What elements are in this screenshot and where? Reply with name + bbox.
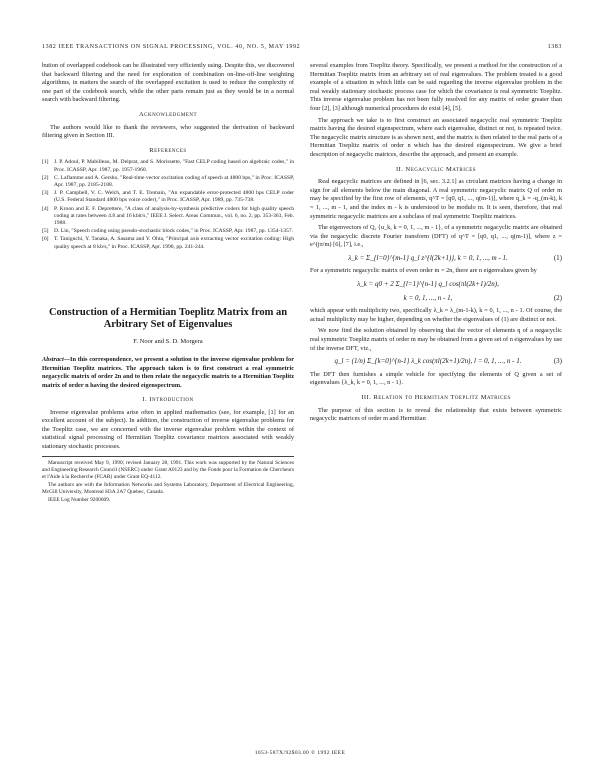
reference-item: [5] D. Lin, "Speech coding using pseudo-stochastic block codes," in Proc. ICASSP, Apr. 1987, pp. 1354-1357. xyxy=(42,228,294,235)
negacyclic-para-2: The eigenvectors of Q, {u_k, k = 0, 1, ..., m - 1}, of a symmetric negacyclic matrix are obtained via the negacyclic discrete Fourier transform (DFT) of q^T = [q0, q1, ..., q(m-1)], where z = e^(jπ/m) [6], [7], i.e., xyxy=(310,224,562,249)
footnote-manuscript: Manuscript received May 9, 1990; revised January 28, 1991. This work was supported by the Natural Sciences and Engineering Research Council (NSERC) under Grant A0123 and by the Fonds pour la Formation de Chercheurs et l'Aide à la Recherche (FCAR) under Grant EQ-4112. xyxy=(42,459,294,480)
equation-2-tag: (2) xyxy=(553,293,562,302)
references-heading: References xyxy=(149,146,187,154)
negacyclic-para-1: Real negacyclic matrices are defined in [6, sec. 3.2.1] as circulant matrices having a change in sign for all elements below the main diagonal. A real symmetric negacyclic matrix Q of order m may be specified by the first row of elements, q^T = [q0, q1, ..., q(m-1)], where q_k = -q_(m-k), k = 1, ..., m - 1, and the index m - k is understood to be modulo m. It is seen, therefore, that real symmetric negacyclic matrices are a subclass of real symmetric Toeplitz matrices. xyxy=(310,178,562,220)
negacyclic-para-5: We now find the solution obtained by observing that the vector of elements q of a negacyclic real symmetric Toeplitz matrix of order m may be obtained from a given set of n eigenvalues by use of the inverse DFT, viz., xyxy=(310,327,562,352)
introduction-text: Inverse eigenvalue problems arise often in applied mathematics (see, for example, [1] for an excellent account of the subject). In addition, the construction of inverse eigenvalue problems for the Toeplitz case, we are concerned with the inverse eigenvalue problem within the context of statistical signal processing of Hermitian Toeplitz covariance matrices associated with weakly stationary stochastic processes. xyxy=(42,408,294,450)
reference-list xyxy=(42,159,294,250)
equation-3-body: q_l = (1/n) Σ_{k=0}^{n-1} λ_k cos(πl(2k+1)/2n), l = 0, 1, ..., n - 1. xyxy=(334,357,522,366)
reference-item: [6] T. Taniguchi, Y. Tanaka, A. Sasama and Y. Ohta, "Principal axis extracting vector excitation coding: High quality speech at 8 kb/s," in Proc. ICASSP, Apr. 1990, pp. 241-244. xyxy=(42,236,294,250)
right-column xyxy=(310,62,562,427)
section-relation-heading: III. Relation to Hermitian Toeplitz Matrices xyxy=(361,394,511,401)
equation-2-range-body: k = 0, 1, ..., n - 1, xyxy=(403,293,453,302)
paper-authors: F. Noor and S. D. Morgera xyxy=(133,337,203,345)
abstract-text: In this correspondence, we present a solution to the inverse eigenvalue problem for Hermitian Toeplitz matrices. The approach taken is to first construct a real symmetric negacyclic matrix of order 2n and to then relate the negacyclic matrix to a Hermitian Toeplitz matrix of order n having the desired eigenspectrum. xyxy=(42,356,294,389)
reference-item: [4] P. Kroon and E. F. Deprettere, "A class of analysis-by-synthesis predictive coders for high quality speech coding at rates between 4.8 and 16 kbit/s," IEEE J. Select. Areas Commun., vol. 6, no. 2, pp. 353-363, Feb. 1988. xyxy=(42,205,294,226)
equation-1-body: λ_k = Σ_{l=0}^{m-1} q_l z^{l(2k+1)}, k = 0, 1, ..., m - 1. xyxy=(348,253,508,262)
footnote-log-number: IEEE Log Number 9200609. xyxy=(48,496,111,503)
reference-item: [3] J. P. Campbell, V. C. Welch, and T. E. Tremain, "An expandable error-protected 4800 bps CELP coder (U.S. Federal Standard 4800 bps voice coder)," in Proc. ICASSP, Apr. 1989, pp. 735-738. xyxy=(42,190,294,204)
equation-1-tag: (1) xyxy=(553,253,562,262)
negacyclic-para-3: For a symmetric negacyclic matrix of even order m = 2n, there are n eigenvalues given by xyxy=(310,267,537,275)
running-head-left: 1382 IEEE TRANSACTIONS ON SIGNAL PROCESSING, VOL. 40, NO. 5, MAY 1992 xyxy=(42,44,301,50)
equation-2-body: λ_k = q0 + 2 Σ_{l=1}^{n-1} q_l cos(πl(2k+1)/2n), xyxy=(357,280,499,289)
footnote-affiliation: The authors are with the Information Networks and Systems Laboratory, Department of Electrical Engineering, McGill University, Montreal H3A 2A7 Quebec, Canada. xyxy=(42,481,294,495)
right-paragraph-1: several examples from Toeplitz theory. Specifically, we present a method for the construction of a Hermitian Toeplitz matrix from an arbitrary set of real eigenvalues. The problem treated is a good example of a situation in which little can be said regarding the inverse eigenvalue problem in the real weakly stationary stochastic process case for which the covariance is real symmetric Toeplitz. This inverse eigenvalue problem has not been fully resolved for any matrix of order greater than four [2], [3] although numerical procedures do exist [4], [5]. xyxy=(310,62,562,112)
equation-1 xyxy=(310,254,562,263)
equation-2 xyxy=(310,280,562,289)
equation-3 xyxy=(310,357,562,366)
right-paragraph-2: The approach we take is to first construct an associated negacyclic real symmetric Toeplitz matrix having the desired eigenspectrum, where each eigenvalue, distinct or not, is repeated twice. The negacyclic matrix structure is as shown next, and the matrix is then related to the real parts of a Hermitian Toeplitz matrix of order n which has the desired eigenspectrum. We give a brief description of negacyclic matrices, describe the approach, and present an example. xyxy=(310,116,562,158)
paper-title: Construction of a Hermitian Toeplitz Matrix from an Arbitrary Set of Eigenvalues xyxy=(48,306,288,331)
abstract-lead: Abstract— xyxy=(42,356,70,364)
equation-2-range xyxy=(310,294,562,303)
reference-item: [1] J. P. Adoul, P. Mabilleau, M. Delprat, and S. Morissette, "Fast CELP coding based on algebraic codes," in Proc. ICASSP, Apr. 1987, pp. 1957-1960. xyxy=(42,159,294,173)
left-column xyxy=(42,62,294,505)
section-negacyclic-heading: II. Negacyclic Matrices xyxy=(395,165,477,173)
acknowledgment-text: The authors would like to thank the reviewers, who suggested the derivation of backward filtering given in Section III. xyxy=(42,123,294,140)
section-introduction-heading: I. Introduction xyxy=(142,396,194,403)
acknowledgment-heading: Acknowledgment xyxy=(138,110,198,118)
intro-paragraph: bution of overlapped codebook can be illustrated very efficiently using. Despite this, we discovered that backward filtering and the need for exploration of combination on-line-off-line weighting algorithms, in matters the search of the overlapped excitation is used to reduce the complexity of one part of the codebook search, while the other parts remain just as they would be in a normal search with backward filtering. xyxy=(42,62,294,104)
abstract xyxy=(42,356,294,390)
negacyclic-para-6: The DFT then furnishes a simple vehicle for specifying the elements of Q given a set of eigenvalues {λ_k, k = 0, 1, ..., n - 1}. xyxy=(310,370,562,387)
equation-3-tag: (3) xyxy=(553,357,562,366)
page-number: 1383 xyxy=(547,44,562,50)
relation-para-1: The purpose of this section is to reveal the relationship that exists between symmetric negacyclic matrices of order m and Hermitian xyxy=(310,406,562,423)
reference-item: [2] C. Laflamme and A. Gersho, "Real-time vector excitation coding of speech at 4800 bps," in Proc. ICASSP, Apr. 1987, pp. 2185-2188. xyxy=(42,174,294,188)
running-head xyxy=(42,44,562,56)
negacyclic-para-4: which appear with multiplicity two, specifically λ_k = λ_(m-1-k), k = 0, 1, ..., n - 1. Of course, the actual multiplicity may be higher, depending on whether the eigenvalues of (1) are distinct or not. xyxy=(310,307,562,323)
footnote xyxy=(42,456,294,504)
copyright-code: 1053-587X/92$03.00 © 1992 IEEE xyxy=(254,750,346,756)
